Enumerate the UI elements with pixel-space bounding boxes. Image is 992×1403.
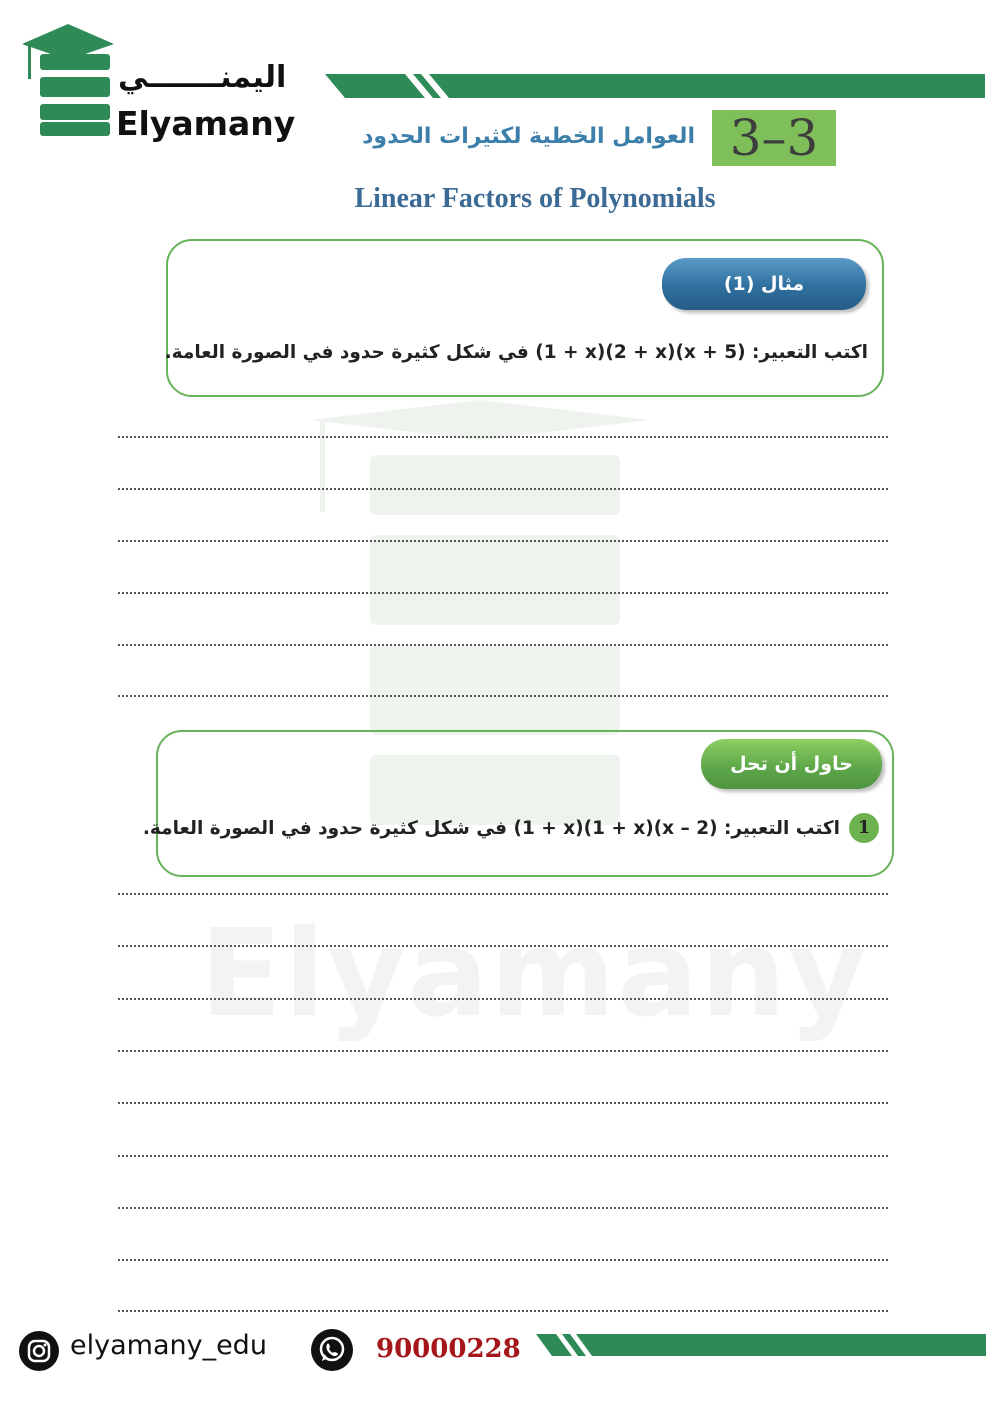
answer-line[interactable] [118, 540, 888, 542]
answer-line[interactable] [118, 1310, 888, 1312]
header-stripe [325, 74, 985, 98]
phone-number[interactable]: 90000228 [376, 1334, 521, 1364]
answer-line[interactable] [118, 592, 888, 594]
answer-line[interactable] [118, 1102, 888, 1104]
answer-line[interactable] [118, 488, 888, 490]
try-question: اكتب التعبير: (2 – x)(1 + x)(1 + x) في شكل كثيرة حدود في الصورة العامة. [142, 818, 840, 839]
answer-line[interactable] [118, 1050, 888, 1052]
instagram-icon[interactable] [18, 1330, 60, 1372]
watermark-text: Elyamany [200, 905, 868, 1044]
answer-line[interactable] [118, 893, 888, 895]
example-label: مثال (1) [662, 258, 866, 310]
answer-line[interactable] [118, 1207, 888, 1209]
lesson-title-english: Linear Factors of Polynomials [354, 183, 716, 214]
answer-line[interactable] [118, 695, 888, 697]
footer-stripe [536, 1334, 986, 1356]
logo-icon [20, 22, 120, 142]
instagram-handle[interactable]: elyamany_edu [70, 1330, 267, 1361]
logo-name-english: Elyamany [116, 104, 296, 143]
answer-line[interactable] [118, 436, 888, 438]
try-label: حاول أن تحل [701, 739, 882, 789]
whatsapp-icon[interactable] [310, 1328, 354, 1372]
answer-line[interactable] [118, 644, 888, 646]
answer-line[interactable] [118, 1155, 888, 1157]
lesson-number-badge: 3–3 [712, 110, 836, 166]
lesson-title-arabic: العوامل الخطية لكثيرات الحدود [362, 124, 695, 149]
example-question: اكتب التعبير: (5 + x)(2 + x)(1 + x) في شكل كثيرة حدود في الصورة العامة. [164, 342, 868, 363]
answer-line[interactable] [118, 998, 888, 1000]
logo-name-arabic: اليمنـــــــي [118, 60, 287, 95]
answer-line[interactable] [118, 1259, 888, 1261]
question-number: 1 [849, 813, 879, 843]
answer-line[interactable] [118, 945, 888, 947]
